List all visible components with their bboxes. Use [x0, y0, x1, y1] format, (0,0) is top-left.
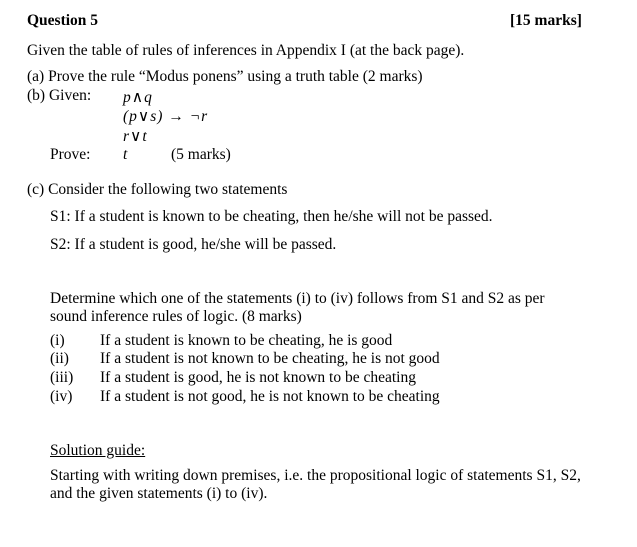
question-title: Question 5 — [27, 12, 99, 29]
question-marks: [15 marks] — [510, 12, 582, 29]
part-b-label: (b) Given: — [27, 87, 92, 104]
intro-text: Given the table of rules of inferences in Appendix I (at the back page). — [27, 42, 465, 59]
statement-s2: S2: If a student is good, he/she will be passed. — [50, 236, 337, 253]
option-number: (iv) — [50, 388, 73, 405]
option-number: (i) — [50, 332, 65, 349]
premise-1: p∧q — [123, 89, 153, 106]
option-number: (ii) — [50, 350, 69, 367]
premise-3: r∨t — [123, 128, 148, 145]
option-text: If a student is not known to be cheating, he is not good — [100, 350, 440, 367]
prove-value: t — [123, 146, 129, 163]
solution-line-2: and the given statements (i) to (iv). — [50, 485, 268, 502]
option-text: If a student is not good, he is not known to be cheating — [100, 388, 440, 405]
part-a: (a) Prove the rule “Modus ponens” using a truth table (2 marks) — [27, 68, 423, 85]
determine-line-1: Determine which one of the statements (i) to (iv) follows from S1 and S2 as per — [50, 290, 545, 307]
option-number: (iii) — [50, 369, 74, 386]
part-c-intro: (c) Consider the following two statements — [27, 181, 288, 198]
solution-line-1: Starting with writing down premises, i.e. the propositional logic of statements S1, S2, — [50, 467, 581, 484]
prove-label: Prove: — [50, 146, 91, 163]
determine-line-2: sound inference rules of logic. (8 marks) — [50, 308, 302, 325]
solution-heading: Solution guide: — [50, 442, 146, 459]
premise-2: (p∨s) → ¬r — [123, 108, 209, 125]
option-text: If a student is good, he is not known to be cheating — [100, 369, 416, 386]
part-b-marks: (5 marks) — [171, 146, 231, 163]
option-text: If a student is known to be cheating, he is good — [100, 332, 393, 349]
statement-s1: S1: If a student is known to be cheating, then he/she will not be passed. — [50, 208, 493, 225]
